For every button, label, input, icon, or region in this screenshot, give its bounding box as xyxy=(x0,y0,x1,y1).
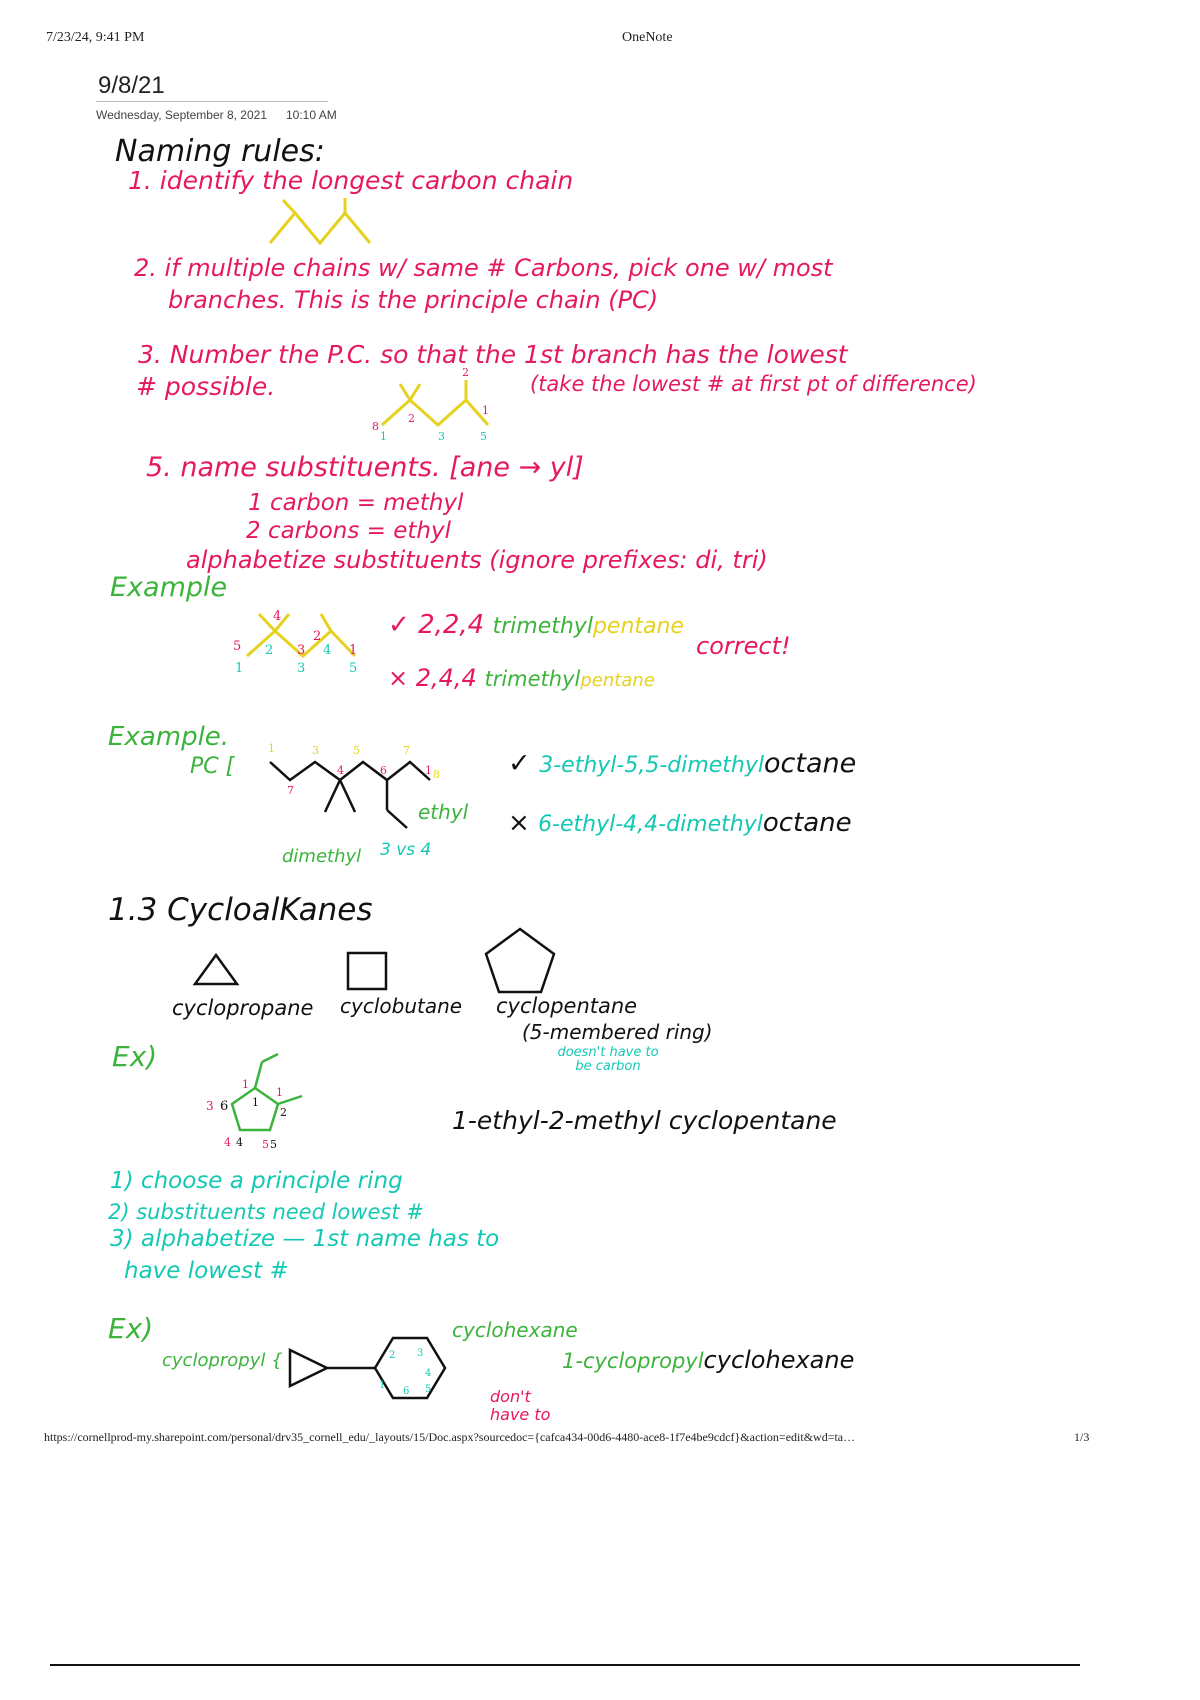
example-3-label: Ex) xyxy=(108,1312,154,1345)
svg-text:1: 1 xyxy=(276,1086,283,1099)
rule-3-note: (take the lowest # at first pt of difference) xyxy=(530,372,977,396)
print-footer-url: https://cornellprod-my.sharepoint.com/personal/drv35_cornell_edu/_layouts/15/Doc.aspx?sourcedoc={cafca434-00d6-4480-ace8-1f7e4be9cdcf}&action=edit&wd=ta… xyxy=(44,1430,856,1444)
wrong-parent: pentane xyxy=(580,670,655,691)
wrong-cross-2: × xyxy=(508,808,530,838)
svg-text:5: 5 xyxy=(270,1138,277,1151)
cyclo-step-2: 2) substituents need lowest # xyxy=(108,1200,424,1224)
wrong-parent-2: octane xyxy=(762,808,852,838)
print-datetime: 7/23/24, 9:41 PM xyxy=(46,30,145,45)
correct-name-2: 3-ethyl-5,5-dimethyl xyxy=(539,753,764,778)
page-title: 9/8/21 xyxy=(98,72,165,99)
rule-2-line-2: branches. This is the principle chain (PC) xyxy=(168,286,659,314)
example-1-wrong-row xyxy=(388,664,655,692)
correct-parent: pentane xyxy=(592,614,684,639)
correct-check-2: ✓ xyxy=(508,748,531,779)
longest-chain-skeleton xyxy=(265,198,375,250)
svg-text:6: 6 xyxy=(380,764,387,777)
svg-text:3: 3 xyxy=(206,1099,214,1113)
svg-text:4: 4 xyxy=(273,609,282,624)
svg-text:4: 4 xyxy=(323,643,332,658)
example-2-skeleton xyxy=(265,742,445,842)
cyclo-ex-label: Ex) xyxy=(112,1040,158,1073)
svg-text:1: 1 xyxy=(268,742,275,755)
svg-text:1: 1 xyxy=(235,661,244,676)
example-2-correct-row xyxy=(508,748,856,779)
vs-label: 3 vs 4 xyxy=(380,840,432,860)
wrong-prefix: trimethyl xyxy=(484,667,581,691)
note-date: Wednesday, September 8, 2021 xyxy=(96,108,267,122)
ethyl-label: ethyl xyxy=(418,800,469,824)
svg-text:2: 2 xyxy=(265,643,274,658)
svg-text:3: 3 xyxy=(438,430,445,443)
svg-text:1: 1 xyxy=(380,430,387,443)
svg-text:3: 3 xyxy=(297,661,306,676)
svg-text:8: 8 xyxy=(433,768,440,781)
wrong-cross: × xyxy=(388,664,409,692)
numbering-skeleton xyxy=(370,366,500,445)
rule-1: 1. identify the longest carbon chain xyxy=(128,166,574,195)
correct-check: ✓ xyxy=(388,610,410,640)
rule-5-ethyl: 2 carbons = ethyl xyxy=(246,518,452,544)
wrong-locants: 2,4,4 xyxy=(415,664,477,692)
svg-text:2: 2 xyxy=(313,629,322,644)
svg-text:2: 2 xyxy=(462,366,469,379)
svg-text:2: 2 xyxy=(280,1106,287,1119)
svg-text:3: 3 xyxy=(297,643,306,658)
svg-text:1: 1 xyxy=(379,1380,386,1391)
svg-text:5: 5 xyxy=(262,1138,269,1151)
svg-text:4: 4 xyxy=(337,764,344,777)
bottom-rule xyxy=(50,1664,1080,1666)
cyclo-step-1: 1) choose a principle ring xyxy=(110,1168,403,1194)
svg-text:3: 3 xyxy=(417,1348,424,1359)
cyclopentane-label: cyclopentane xyxy=(496,994,638,1018)
cyclohexane-label: cyclohexane xyxy=(452,1318,578,1342)
example-3-prefix: 1-cyclopropyl xyxy=(562,1349,704,1373)
note-time: 10:10 AM xyxy=(286,108,337,122)
svg-text:6: 6 xyxy=(220,1099,229,1114)
example-1-correct-row xyxy=(388,610,684,640)
svg-text:5: 5 xyxy=(425,1384,432,1395)
rules-heading: Naming rules: xyxy=(115,134,325,169)
example-3-name xyxy=(562,1346,854,1374)
correct-locants: 2,2,4 xyxy=(418,610,485,640)
correct-parent-2: octane xyxy=(764,748,857,779)
svg-text:1: 1 xyxy=(482,404,489,417)
cyclopropyl-cyclohexane xyxy=(285,1330,455,1410)
example-1-skeleton xyxy=(225,606,375,686)
cyclo-step-3-line-2: have lowest # xyxy=(124,1258,289,1284)
rule-5-methyl: 1 carbon = methyl xyxy=(248,490,464,516)
svg-text:5: 5 xyxy=(233,639,242,654)
cyclopropane-label: cyclopropane xyxy=(172,996,314,1020)
svg-text:7: 7 xyxy=(287,784,294,797)
ethyl-methyl-cyclopentane xyxy=(200,1050,310,1160)
svg-text:1: 1 xyxy=(349,643,358,658)
cyclo-step-3-line-1: 3) alphabetize — 1st name has to xyxy=(110,1226,500,1252)
svg-text:2: 2 xyxy=(389,1350,396,1361)
cyclopropyl-label: cyclopropyl { xyxy=(162,1350,283,1371)
svg-text:6: 6 xyxy=(403,1386,410,1397)
svg-text:1: 1 xyxy=(252,1096,259,1109)
svg-text:1: 1 xyxy=(425,764,432,777)
svg-text:7: 7 xyxy=(403,744,410,757)
rule-5: 5. name substituents. [ane → yl] xyxy=(146,452,584,483)
svg-text:2: 2 xyxy=(408,412,415,425)
rule-5-alphabetize: alphabetize substituents (ignore prefixes: di, tri) xyxy=(186,546,768,574)
cyclo-ex-name: 1-ethyl-2-methyl cyclopentane xyxy=(452,1106,837,1135)
rule-2-line-1: 2. if multiple chains w/ same # Carbons, pick one w/ most xyxy=(134,254,833,282)
cyclopropane-triangle xyxy=(192,952,242,988)
svg-text:5: 5 xyxy=(480,430,487,443)
cyclobutane-square xyxy=(345,950,390,992)
correct-note: correct! xyxy=(696,632,791,660)
cyclopentane-pentagon xyxy=(482,926,558,996)
svg-text:5: 5 xyxy=(353,744,360,757)
correct-prefix: trimethyl xyxy=(492,614,593,639)
cycloalkanes-heading: 1.3 CycloalKanes xyxy=(108,892,373,928)
example-2-label: Example. xyxy=(108,722,230,752)
svg-text:4: 4 xyxy=(425,1368,432,1379)
dimethyl-label: dimethyl xyxy=(282,846,362,867)
svg-text:5: 5 xyxy=(349,661,358,676)
cyclobutane-label: cyclobutane xyxy=(340,994,463,1018)
svg-text:8: 8 xyxy=(372,420,379,433)
rule-3-line-2: # possible. xyxy=(136,372,276,401)
print-footer-page: 1/3 xyxy=(1074,1430,1090,1444)
cyclopentane-note: (5-membered ring) xyxy=(522,1020,713,1044)
cyclopentane-note-2: doesn't have to be carbon xyxy=(557,1045,659,1074)
title-underline xyxy=(96,101,328,102)
rule-3-line-1: 3. Number the P.C. so that the 1st branch has the lowest xyxy=(138,340,848,369)
example-1-label: Example xyxy=(110,572,228,603)
svg-text:4: 4 xyxy=(236,1136,243,1149)
svg-text:1: 1 xyxy=(242,1078,249,1091)
print-app-name: OneNote xyxy=(622,30,673,45)
example-2-wrong-row xyxy=(508,808,852,838)
example-3-note: don't have to xyxy=(490,1387,551,1424)
wrong-name-2: 6-ethyl-4,4-dimethyl xyxy=(538,812,763,837)
svg-text:4: 4 xyxy=(224,1136,231,1149)
svg-text:3: 3 xyxy=(312,744,319,757)
example-3-parent: cyclohexane xyxy=(703,1346,855,1374)
pc-label: PC [ xyxy=(190,754,235,779)
